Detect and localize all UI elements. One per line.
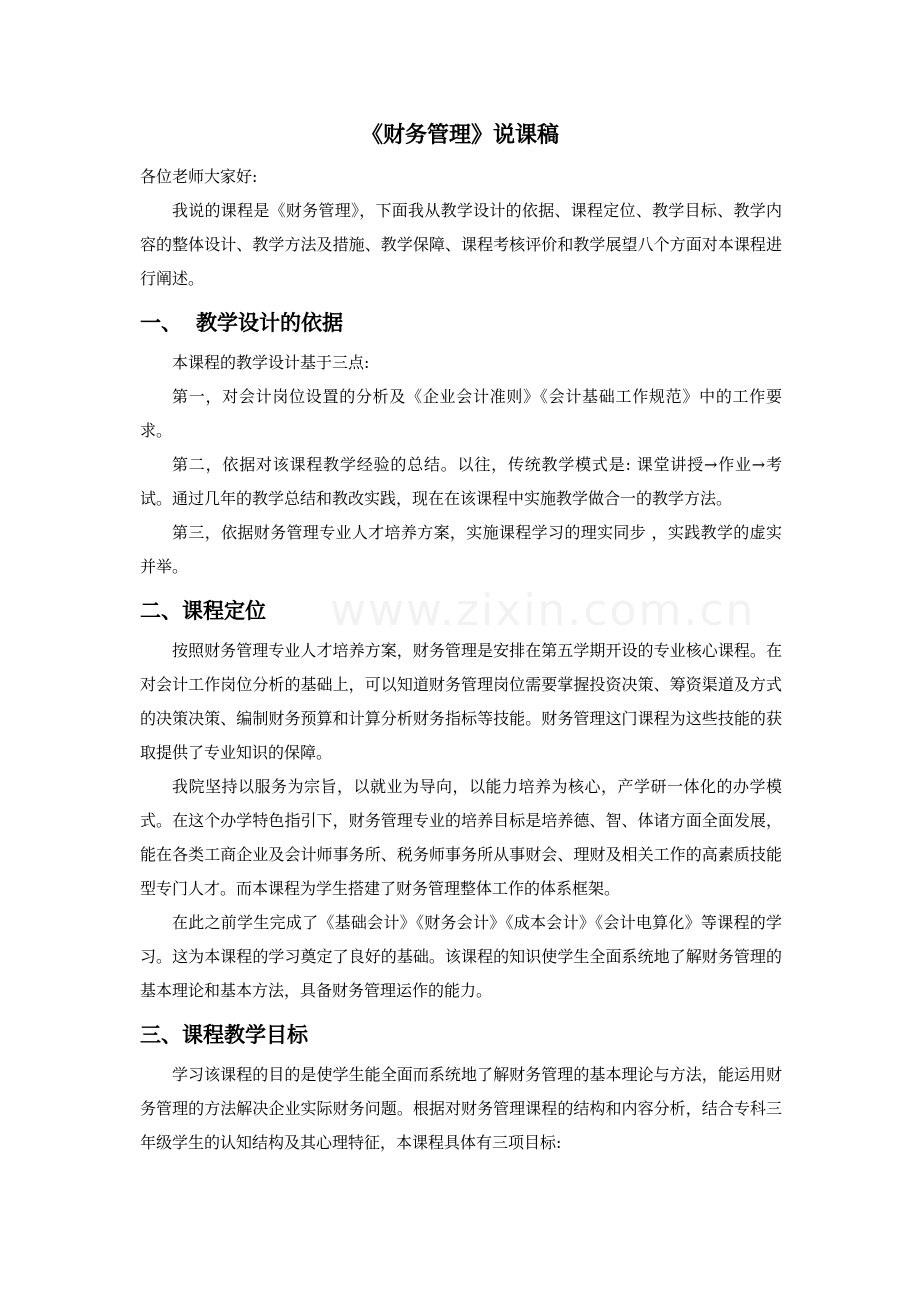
- greeting: 各位老师大家好:: [140, 167, 258, 186]
- intro-paragraph: 我说的课程是《财务管理》，下面我从教学设计的依据、课程定位、教学目标、教学内容的整体设计、教学方法及措施、教学保障、课程考核评价和教学展望八个方面对本课程进行阐述。: [140, 201, 782, 288]
- section-1-paragraph-1: 本课程的教学设计基于三点:: [172, 353, 370, 372]
- section-2-paragraph-3: 在此之前学生完成了《基础会计》《财务会计》《成本会计》《会计电算化》等课程的学习。这为本课程的学习奠定了良好的基础。该课程的知识使学生全面系统地了解财务管理的基本理论和基本方法，具备财务管理运作的能力。: [140, 913, 782, 1000]
- section-2-paragraph-1: 按照财务管理专业人才培养方案，财务管理是安排在第五学期开设的专业核心课程。在对会计工作岗位分析的基础上，可以知道财务管理岗位需要掌握投资决策、筹资渠道及方式的决策决策、编制财务预算和计算分析财务指标等技能。财务管理这门课程为这些技能的获取提供了专业知识的保障。: [140, 641, 782, 762]
- section-1-paragraph-4: 第三，依据财务管理专业人才培养方案，实施课程学习的理实同步 ，实践教学的虚实并举。: [140, 523, 782, 576]
- document-body: [140, 160, 782, 1160]
- section-1-paragraph-2: 第一，对会计岗位设置的分析及《企业会计准则》《会计基础工作规范》中的工作要求。: [140, 387, 782, 440]
- document-title: 《财务管理》说课稿: [360, 123, 559, 148]
- section-1-heading: [140, 308, 782, 338]
- section-1-number: 一、: [140, 311, 182, 335]
- section-2-heading: 二、课程定位: [140, 599, 266, 623]
- section-1-paragraph-3: 第二，依据对该课程教学经验的总结。以往，传统教学模式是: 课堂讲授→作业→考试。通过几年的教学总结和教改实践，现在在该课程中实施教学做合一的教学方法。: [140, 455, 782, 508]
- section-3-heading: 三、课程教学目标: [140, 1023, 308, 1047]
- watermark: www.zixin.com.cn: [330, 585, 756, 636]
- section-2-paragraph-2: 我院坚持以服务为宗旨，以就业为导向，以能力培养为核心，产学研一体化的办学模式。在这个办学特色指引下，财务管理专业的培养目标是培养德、智、体诸方面全面发展，能在各类工商企业及会计师事务所、税务师事务所从事财会、理财及相关工作的高素质技能型专门人才。而本课程为学生搭建了财务管理整体工作的体系框架。: [140, 777, 782, 898]
- section-3-paragraph-1: 学习该课程的目的是使学生能全面而系统地了解财务管理的基本理论与方法，能运用财务管理的方法解决企业实际财务问题。根据对财务管理课程的结构和内容分析，结合专科三年级学生的认知结构及其心理特征，本课程具体有三项目标:: [140, 1065, 782, 1152]
- section-1-title: 教学设计的依据: [196, 311, 343, 335]
